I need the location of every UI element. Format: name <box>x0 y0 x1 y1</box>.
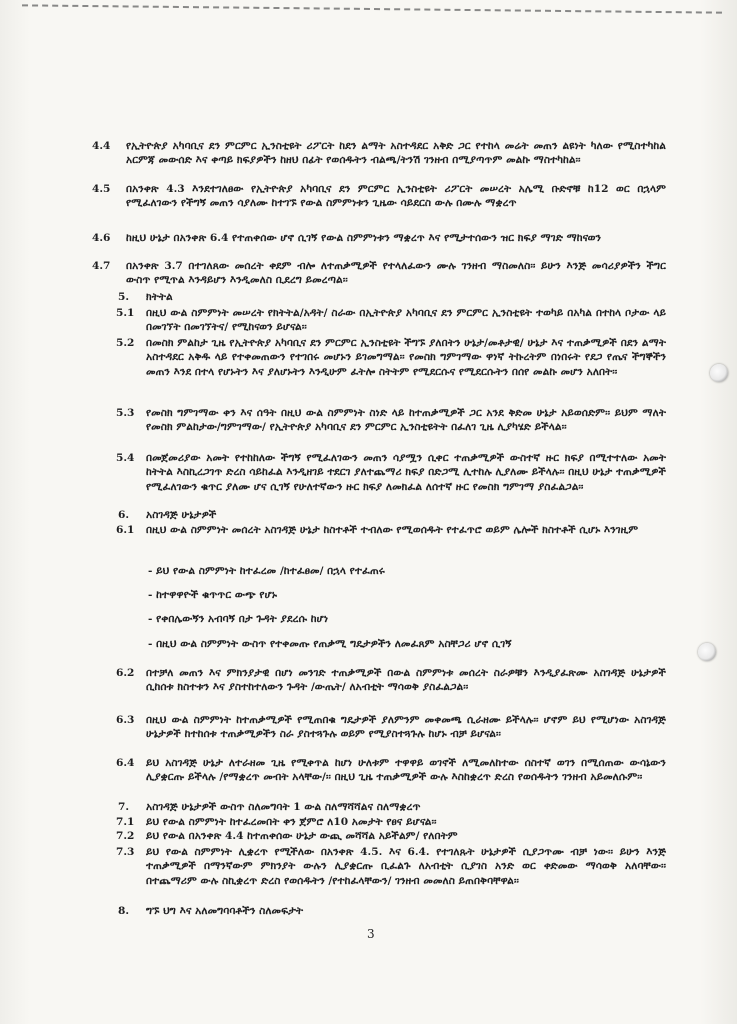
section-text: በመጀመሪያው አመት የተከከለው ችግኝ የሚፈለገውን መጠን ሳያሟን ሲቀር ተጠቃሚዎች ውስተኛ ዙር ክፍያ በሚተተለው አመት ከትትል እስኪረጋገጥ ድረስ ሳይከፈል እንዲዘገይ ተደርገ ያለተጨማሪ ክፍያ በድጋሚ ሊተከሉ ሊያለሙ ይችላሉ፡፡ በዚህ ሁኔታ ተጠቃሚዎች የሚፈለገውን ቁጥር ያለሙ ሆና ሲገኝ የሁለተኛውን ዙር ክፍያ ለመክፈል ለሰተኛ ዙር የመስክ ግምገማ ያስፈልጋል፡፡ <box>146 452 666 493</box>
heading-text: አስገዳጅ ሁኔታዎች <box>146 509 217 521</box>
section-text: የመስክ ግምገማው ቀን እና ሰዓት በዚህ ውል ስምምነት ስነድ ላይ ከተጠቃሚዎች ጋር አንደ ቅድመ ሁኔታ አይወሰድም፡፡ ይህም ማለት የመስክ ምልከታው/ግምገማው/ የኢትዮጵያ አካባቢና ደን ምርምር ኢንስቲዩትት በፈለገ ጊዜ ሊያካሄድ ይችላል፡፡ <box>146 407 666 434</box>
heading-text: ክትትል <box>146 291 173 303</box>
section-number: 6.4 <box>116 757 135 769</box>
section-text: ይህ አስገዳጅ ሁኔታ ለተራዘመ ጊዜ የሚቀጥል ከሆነ ሁለቱም ተዋዋይ ወገኖች ለሚመለከተው ሰስተኛ ወገን በሚሰጠው ውሳኔውን ሊያቋርጡ ይችላሉ /የማቋረጥ መብት አላቸው/፡፡ በዚህ ጊዜ ተጠቃሚዎች ውሉ እስከቋረጥ ድረስ የወሰዱትን ገንዘብ አይመለሱም፡፡ <box>146 757 666 784</box>
section-number: 6.1 <box>116 524 135 536</box>
section-number: 5.4 <box>116 452 135 464</box>
section-number: 4.6 <box>92 232 111 244</box>
bullet-item: - ይህ የውል ስምምነት ከተፈረመ /ከተፈፀመ/ በኋላ የተፈጠሩ <box>148 565 385 577</box>
section-number: 5.3 <box>116 407 135 419</box>
section-number: 7.3 <box>116 846 135 858</box>
section-text: በተቻለ መጠን እና ምክንያታዊ በሆነ መንገድ ተጠቃሚዎች በውል ስምምነቱ መሰረት ስራዎቹን እንዲያፈጽሙ አስገዳጅ ሁኔታዎች ሲከሰቱ ክስተቱን እና ያስተከተለውን ጉዳት /ውጤት/ ለአብቲት ማሳወቅ ያስፈልጋል፡፡ <box>146 667 666 694</box>
section-text: በዚህ ውል ስምምነት መሠረት የክትትል/አዳት/ ስራው በኢትዮጵያ አካባቢና ደን ምርምር ኢንስቲዩት ተወካይ በአካል በተከላ ቦታው ላይ በመገኘት በመገኘትና/ የሚከናወን ይሆናል፡፡ <box>146 307 666 334</box>
heading-number: 6. <box>118 509 130 521</box>
section-number: 5.2 <box>116 337 135 349</box>
heading-text: አስገዳጅ ሁኔታዎች ውስጥ ስለመግባት 1 ውል ስለማሻሻልና ስለማቋረጥ <box>146 801 421 813</box>
section-number: 6.2 <box>116 667 135 679</box>
section-text: ይህ የውል በአንቀጽ 4.4 ከተጠቀሰው ሁኔታ ውጪ መሻሻል አይችልም/ የለበትም <box>146 830 458 842</box>
bullet-item: - ከተዋዋዮች ቁጥጥር ውጭ የሆኑ <box>148 589 277 601</box>
section-text: በመስክ ምልከታ ጊዜ የኢትዮጵያ አካባቢና ደን ምርምር ኢንስቲዩት ችግኙ ያለበትን ሁኔታ/መቶታዊ/ ሁኔታ እና ተጠቃሚዎች በደን ልማት አስተዳደር አቅዱ ላይ የተቀመጠውን የተገበሩ መሆኑን ይገመግማል፡፡ የመስክ ግምገማው ዋነኛ ትኩረትም በነበሩት የደጋ የጤና ችግኞችን መጠን እንደ በተላ የሆኑትን እና ያለሆኑትን እንዲሁም ፈትሎ ስትትም የሚደርሱና የሚደርሱትን በሰየ መልኩ መሆን አለበት፡፡ <box>146 337 666 378</box>
section-number: 7.2 <box>116 830 135 842</box>
section-number: 7.1 <box>116 816 135 828</box>
section-number: 4.7 <box>92 260 111 272</box>
punch-hole <box>710 364 728 382</box>
heading-number: 5. <box>118 291 130 303</box>
section-number: 6.3 <box>116 714 135 726</box>
heading-number: 7. <box>118 801 130 813</box>
section-text: በዚህ ውል ስምምነት ከተጠቃሚዎች የሚጠበቁ ግዴታዎች ያለምንም መቀመጫ ሲራዘሙ ይችላሉ፡፡ ሆኖም ይህ የሚሆነው አስገዳጅ ሁኔታዎች ከተከሰቱ ተጠቃሚዎችን ስራ ያስተጓጉሉ ወይም የሚያስተጓጉሉ ከሆኑ ብቻ ይሆናል፡፡ <box>146 714 666 741</box>
bullet-item: - የቀበሌውኝን አብባኝ በታ ጉዳት ያደረሱ ከሆነ <box>148 613 329 625</box>
section-text: ከዚህ ሁኔታ በአንቀጽ 6.4 የተጠቀሰው ሆኖ ሲገኝ የውል ስምምነቱን ማቋረጥ እና የሚታተሰውን ዝር ክፍያ ማገድ ማከናወን <box>126 232 602 244</box>
section-text: ይህ የውል ስምምነት ሊቋረጥ የሚችለው በአንቀጽ 4.5. እና 6.4. የተገለጹት ሁኔታዎች ሲያጋጥሙ ብቻ ነው፡፡ ይሁን እንጅ ተጠቃሚዎች በማንኛውም ምክንያት ውሉን ሊያቋርጡ ቢፈልጉ ለአብቲት ሲያገስ አንድ ወር ቀድመው ማሳወቅ አለባቸው፡፡ በተጨማሪም ውሉ ስኪቋረጥ ድረስ የወሰዱትን /የተከፈላቸውን/ ገንዘብ መመለስ ይጠበቅባቸዋል፡፡ <box>146 846 666 887</box>
section-text: ይህ የውል ስምምነት ከተፈረመበት ቀን ጀምሮ ለ10 አመታት የፀና ይሆናል፡፡ <box>146 816 437 828</box>
section-text: በአንቀጽ 4.3 እንደተገለፀው የኢትዮጵያ አካባቢና ደን ምርምር ኢንስቲዩት ሪፖርት መሠረት አሌሚ ቡድኖቹ ከ12 ወር በኋላም የሚፈለገውን የችግኝ መጠን ሳያለሙ ከተገኙ የውል ስምምነቱን ጊዜው ሳይደርስ ውሉ በሙሉ ማቋረጥ <box>126 183 666 210</box>
section-number: 4.4 <box>92 140 111 152</box>
heading-text: ግኙ ህግ እና አለመግባባቶችን ስለመፍታት <box>146 905 304 917</box>
heading-number: 8. <box>118 905 130 917</box>
section-text: የኢትዮጵያ አካባቢና ደን ምርምር ኢንስቲዩት ሪፖርት ከደን ልማት አስተዳደር አቅድ ጋር የተከላ መሬት መጠን ልዩነት ካለው የሚስተካከል አርምጃ መውሰድ እና ቀጣይ ክፍያዎችን ከዘህ በፊት የወሰዱትን ብልጫ/ትንሽ ገንዘብ በሚያጣጥም መልኩ ማስተካከል፡፡ <box>126 140 666 167</box>
bullet-item: - በዚህ ውል ስምምነት ውስጥ የተቀመጡ የጠቃሚ ግዴታዎችን ለመፈጸም አስቸጋሪ ሆኖ ሲገኝ <box>148 638 512 650</box>
section-number: 5.1 <box>116 307 135 319</box>
page-number: 3 <box>367 927 375 941</box>
section-number: 4.5 <box>92 183 111 195</box>
section-text: በዚህ ውል ስምምነት መሰረት አስገዳጅ ሁኔታ ከስተቶች ተብለው የሚወሰዱት የተፈጥሮ ወይም ሌሎች ክስተቶች ሲሆኑ እንገዚም <box>146 524 639 536</box>
section-text: በአንቀጽ 3.7 በተገለጸው መሰረት ቀደም ብሎ ለተጠቃሚዎች የተላለፈውን ሙሉ ገንዘብ ማስመለስ፡፡ ይሁን እንጅ መሳሪያዎችን ችግር ውስጥ የሚጥል እንዳይሆን እንዲመለስ ቢደረግ ይመረጣል፡፡ <box>126 260 666 287</box>
punch-hole <box>698 643 716 661</box>
